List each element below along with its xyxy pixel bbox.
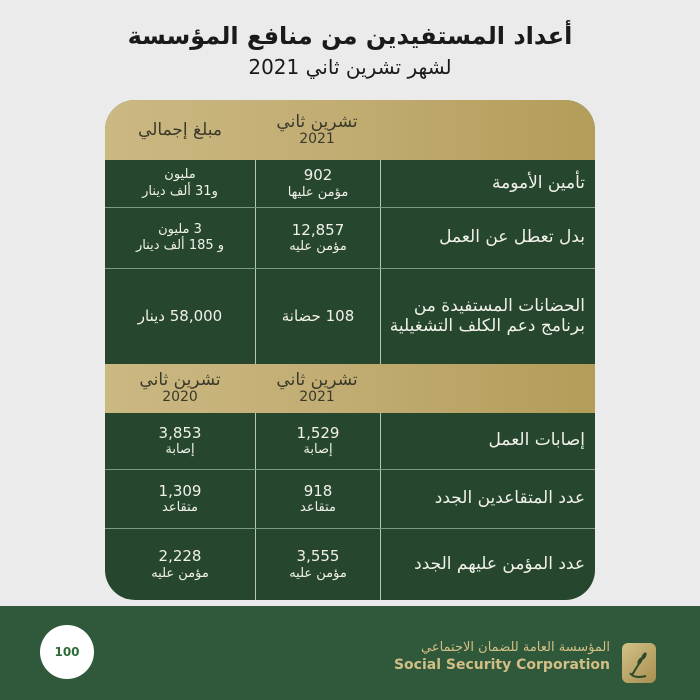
table-row: [105, 528, 595, 600]
row-label: بدل تعطل عن العمل: [439, 227, 585, 248]
org-name-english: Social Security Corporation: [393, 657, 610, 673]
page-title: أعداد المستفيدين من منافع المؤسسة: [127, 22, 573, 50]
page-subtitle: لشهر تشرين ثاني 2021: [248, 55, 452, 79]
row-left-value: 3,853 إصابة: [158, 423, 202, 458]
header-month-2021: تشرين ثاني 2021: [276, 370, 358, 406]
row-left-value: 3 مليون و 185 ألف دينار: [135, 221, 225, 253]
row-mid-value: 12,857 مؤمن عليه: [255, 208, 381, 268]
row-left-value: 1,309 متقاعد: [158, 481, 202, 516]
table-row: [105, 413, 595, 469]
header-month-2021: تشرين ثاني 2021: [276, 111, 358, 147]
row-label: عدد المتقاعدين الجدد: [434, 488, 585, 509]
table-row: [105, 469, 595, 528]
row-label: الحضانات المستفيدة من برنامج دعم الكلف التشغيلية: [389, 295, 585, 336]
row-label: إصابات العمل: [488, 430, 585, 451]
table-header-1: [105, 100, 595, 160]
centenary-badge-text: 100: [54, 645, 80, 659]
table-row: [105, 268, 595, 364]
row-label: تأمين الأمومة: [491, 172, 585, 193]
row-mid-value: 918 متقاعد: [255, 470, 381, 528]
row-mid-value: 108 حضانة: [255, 269, 381, 364]
row-mid-value: 1,529 إصابة: [255, 413, 381, 469]
row-mid-value: 902 مؤمن عليها: [255, 160, 381, 207]
table-header-2: [105, 364, 595, 413]
centenary-crown-icon: [40, 625, 94, 679]
row-label: عدد المؤمن عليهم الجدد: [414, 553, 585, 574]
row-left-value: 2,228 مؤمن عليه: [151, 547, 209, 581]
row-left-value: 58,000 دينار: [137, 307, 223, 326]
org-name-arabic: المؤسسة العامة للضمان الاجتماعي: [420, 640, 610, 655]
wheat-icon: [622, 643, 656, 683]
benefits-table: [105, 100, 595, 600]
header-month-2020: تشرين ثاني 2020: [139, 370, 221, 406]
row-left-value: مليون و31 ألف دينار: [142, 167, 218, 199]
table-row: [105, 207, 595, 268]
row-mid-value: 3,555 مؤمن عليه: [255, 529, 381, 600]
table-row: [105, 160, 595, 207]
header-total-amount: مبلغ إجمالي: [138, 119, 222, 140]
